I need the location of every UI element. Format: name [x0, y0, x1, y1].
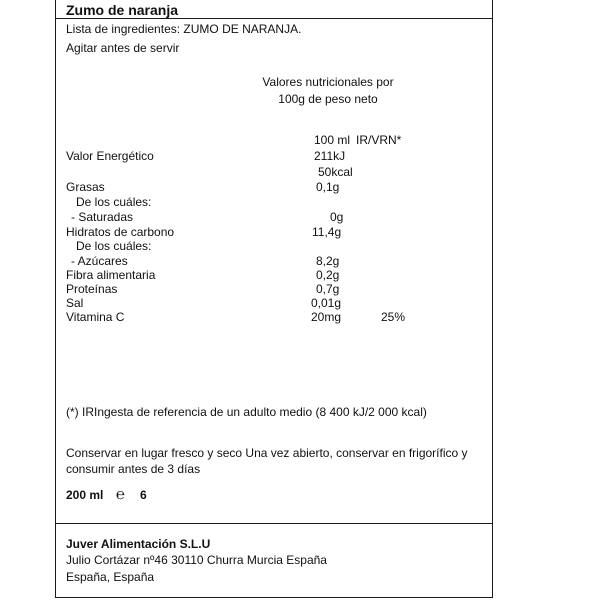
row-of-which-label: De los cuáles:	[76, 195, 152, 209]
nutrition-heading-line2: 100g de peso neto	[278, 92, 378, 106]
row-fibre-label: Fibra alimentaria	[66, 268, 156, 282]
storage-line2: consumir antes de 3 días	[66, 462, 201, 476]
row-fat-label: Grasas	[66, 180, 105, 194]
nutrition-footnote: (*) IRIngesta de referencia de un adulto medio (8 400 kJ/2 000 kcal)	[66, 405, 427, 419]
row-carbs-value: 11,4g	[312, 225, 342, 239]
row-fibre-value: 0,2g	[316, 268, 340, 282]
row-energy-label: Valor Energético	[66, 149, 154, 163]
row-vitamin-c-ri: 25%	[381, 310, 406, 324]
column-ri: IR/VRN*	[356, 133, 402, 147]
column-per-100ml: 100 ml	[314, 133, 351, 147]
pack-count: 6	[140, 488, 147, 502]
row-protein-value: 0,7g	[316, 282, 340, 296]
row-of-which-label-2: De los cuáles:	[76, 239, 152, 253]
title-divider	[56, 18, 492, 19]
row-fat-value: 0,1g	[316, 180, 340, 194]
row-salt-label: Sal	[66, 296, 84, 310]
estimated-sign-icon: ℮	[116, 486, 126, 503]
row-saturated-label: - Saturadas	[71, 210, 134, 224]
row-vitamin-c-label: Vitamina C	[66, 310, 125, 324]
manufacturer-address: Julio Cortázar nº46 30110 Churra Murcia España	[66, 553, 327, 567]
manufacturer-country: España, España	[66, 570, 155, 584]
ingredients-text: Lista de ingredientes: ZUMO DE NARANJA.	[66, 22, 302, 36]
row-vitamin-c-value: 20mg	[311, 310, 342, 324]
row-carbs-label: Hidratos de carbono	[66, 225, 175, 239]
nutrition-heading-line1: Valores nutricionales por	[262, 75, 394, 89]
row-sugars-label: - Azúcares	[71, 254, 128, 268]
row-salt-value: 0,01g	[311, 296, 342, 310]
row-sugars-value: 8,2g	[316, 254, 340, 268]
row-protein-label: Proteínas	[66, 282, 118, 296]
manufacturer-name: Juver Alimentación S.L.U	[66, 537, 211, 551]
net-quantity: 200 ml	[66, 488, 104, 502]
storage-line1: Conservar en lugar fresco y seco Una vez abierto, conservar en frigorífico y	[66, 446, 468, 460]
row-energy-kj: 211kJ	[314, 149, 346, 163]
instructions-text: Agitar antes de servir	[66, 41, 180, 55]
row-energy-kcal: 50kcal	[318, 165, 353, 179]
footer-divider	[56, 523, 492, 524]
label-frame	[55, 0, 493, 598]
product-title: Zumo de naranja	[66, 2, 179, 18]
row-saturated-value: 0g	[330, 210, 344, 224]
